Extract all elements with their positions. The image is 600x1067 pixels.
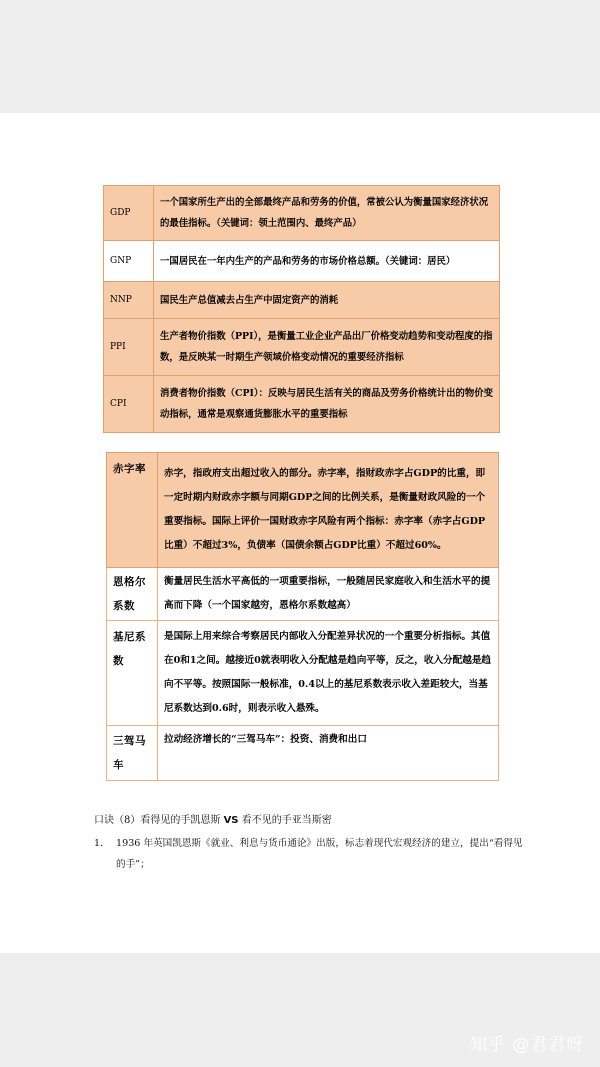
term-cell: PPI — [104, 319, 154, 376]
definition-cell: 是国际上用来综合考察居民内部收入分配差异状况的一个重要分析指标。其值在0和1之间。越接近0就表明收入分配越是趋向平等，反之，收入分配越是趋向不平等。按照国际一般标准，0.4以上的基尼系数表示收入差距较大，当基尼系数达到0.6时，则表示收入悬殊。 — [158, 621, 499, 726]
definition-cell: 一国居民在一年内生产的产品和劳务的市场价格总额。（关键词：居民） — [154, 241, 500, 282]
definition-cell: 一个国家所生产出的全部最终产品和劳务的价值，常被公认为衡量国家经济状况的最佳指标。（关键词：领土范围内、最终产品） — [154, 186, 500, 241]
heading-suffix: 看不见的手亚当斯密 — [241, 815, 332, 826]
table-row — [107, 726, 499, 781]
definition-cell: 国民生产总值减去占生产中固定资产的消耗 — [154, 282, 500, 319]
definition-cell: 消费者物价指数（CPI）：反映与居民生活有关的商品及劳务价格统计出的物价变动指标，通常是观察通货膨胀水平的重要指标 — [154, 376, 500, 433]
list-text: 1936 年英国凯恩斯《就业、利息与货币通论》出版，标志着现代宏观经济的建立，提出“看得见的手”； — [116, 838, 523, 870]
term-cell: 基尼系数 — [107, 621, 158, 726]
table-row — [104, 319, 500, 376]
term-cell: 恩格尔系数 — [107, 568, 158, 621]
list-number: 1. — [94, 838, 104, 849]
definition-cell: 生产者物价指数（PPI），是衡量工业企业产品出厂价格变动趋势和变动程度的指数，是反映某一时期生产领域价格变动情况的重要经济指标 — [154, 319, 500, 376]
indicator-table-1 — [103, 185, 500, 433]
indicator-table-2 — [106, 452, 499, 781]
document-page — [0, 113, 600, 953]
watermark: 知乎 @君君呀 — [470, 1035, 585, 1055]
definition-cell: 拉动经济增长的“三驾马车”：投资、消费和出口 — [158, 726, 499, 781]
table-row — [104, 186, 500, 241]
table-row — [104, 241, 500, 282]
term-cell: NNP — [104, 282, 154, 319]
table-row — [107, 621, 499, 726]
table-row — [104, 376, 500, 433]
term-cell: GDP — [104, 186, 154, 241]
term-cell: CPI — [104, 376, 154, 433]
term-cell: 赤字率 — [107, 453, 158, 568]
term-cell: 三驾马车 — [107, 726, 158, 781]
term-cell: GNP — [104, 241, 154, 282]
table-row — [104, 282, 500, 319]
table-row — [107, 453, 499, 568]
heading-prefix: 口诀（8）看得见的手凯恩斯 — [94, 815, 221, 826]
section-heading — [94, 811, 332, 826]
definition-cell: 赤字，指政府支出超过收入的部分。赤字率，指财政赤字占GDP的比重，即一定时期内财政赤字额与同期GDP之间的比例关系，是衡量财政风险的一个重要指标。国际上评价一国财政赤字风险有两个指标：赤字率（赤字占GDP比重）不超过3%，负债率（国债余额占GDP比重）不超过60%。 — [158, 453, 499, 568]
definition-cell: 衡量居民生活水平高低的一项重要指标，一般随居民家庭收入和生活水平的提高而下降（一个国家越穷，恩格尔系数越高） — [158, 568, 499, 621]
heading-vs: VS — [223, 815, 239, 826]
table-row — [107, 568, 499, 621]
